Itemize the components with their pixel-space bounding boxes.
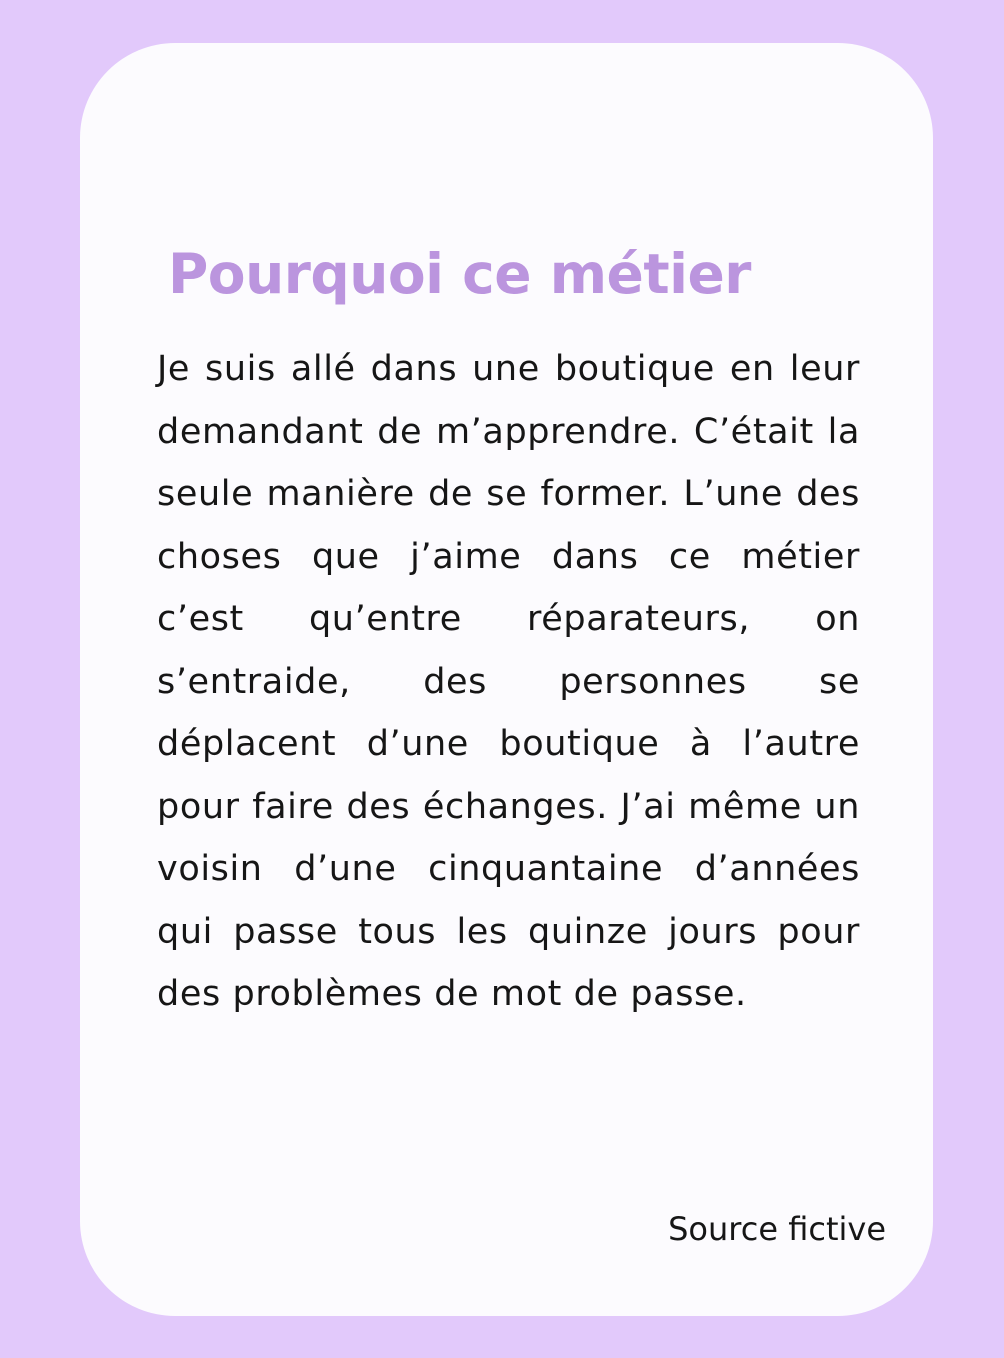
card-body-text: Je suis allé dans une boutique en leur demandant de m’apprendre. C’était la seule manière de se former. L’une des choses que j’aime dans ce métier c’est qu’entre réparateurs, on s’entraide, des personnes se déplacent d’une boutique à l’autre pour faire des échanges. J’ai même un voisin d’une cinquantaine d’années qui passe tous les quinze jours pour des problèmes de mot de passe. xyxy=(157,349,860,1014)
card-title: Pourquoi ce métier xyxy=(168,242,751,306)
source-note: Source fictive xyxy=(668,1210,886,1248)
content-card xyxy=(80,43,933,1316)
